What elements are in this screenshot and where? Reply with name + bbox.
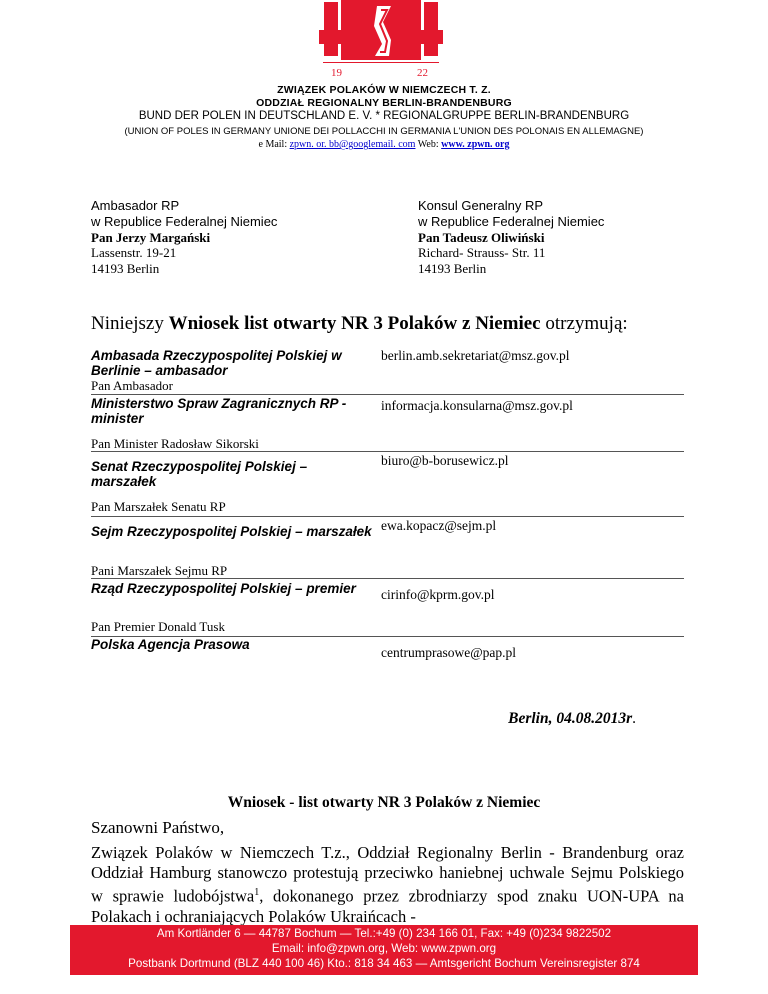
row-divider [91,451,684,452]
footer-bank: Postbank Dortmund (BLZ 440 100 46) Kto.: 818 34 463 — Amtsgericht Bochum Vereinsregister 874 [128,956,640,970]
recipient-email[interactable]: cirinfo@kprm.gov.pl [381,587,495,602]
footer-address: Am Kortländer 6 — 44787 Bochum — Tel.:+49 (0) 234 166 01, Fax: +49 (0)234 9822502 [156,927,612,940]
recipient-person: Pan Premier Donald Tusk [91,619,225,634]
recipient-email[interactable]: centrumprasowe@pap.pl [381,645,517,660]
address-consul [418,198,604,277]
date-suffix: . [632,710,636,727]
org-name-german: BUND DER POLEN IN DEUTSCHLAND E. V. * REGIONALGRUPPE BERLIN-BRANDENBURG [138,110,630,122]
address-line: w Republice Federalnej Niemiec [418,213,605,229]
recipient-person: Pan Ambasador [91,378,173,393]
address-name: Pan Jerzy Margański [91,229,211,245]
logo-year-right: 22 [417,67,428,79]
address-city: 14193 Berlin [91,261,160,277]
recipient-person: Pan Minister Radosław Sikorski [91,436,259,451]
recipient-row [91,578,684,636]
address-line: Konsul Generalny RP [418,198,544,213]
letter-body [91,843,684,927]
footer-bar [70,925,698,975]
contact-line [0,139,768,150]
address-name: Pan Tadeusz Oliwiński [418,229,545,245]
recipient-row [91,451,684,515]
recipient-row [91,348,684,394]
intro-text: otrzymują: [540,313,628,334]
letter-salutation: Szanowni Państwo, [91,818,225,837]
letter-title: Wniosek - list otwarty NR 3 Polaków z Niemiec [227,794,541,811]
address-ambassador [91,198,277,277]
recipient-institution: Rząd Rzeczypospolitej Polskiej – premier [91,581,356,596]
intro-text: Niniejszy [91,313,169,334]
web-label: Web: [417,139,439,150]
recipient-email[interactable]: berlin.amb.sekretariat@msz.gov.pl [381,348,570,363]
org-name-polish: ZWIĄZEK POLAKÓW W NIEMCZECH T. Z. [277,84,491,96]
address-line: Ambasador RP [91,198,180,213]
body-text: Związek Polaków w Niemczech T.z., Oddział Regionalny Berlin - Brandenburg oraz Oddział Hamburg stanowczo protestują przeciwko haniebnej uchwale Sejmu Polskiego w sprawie ludobójstwa [91,843,684,906]
recipient-person: Pani Marszałek Sejmu RP [91,563,228,578]
recipient-email[interactable]: biuro@b-borusewicz.pl [381,453,509,468]
email-link[interactable]: zpwn. or. bb@googlemail. com [289,139,416,150]
address-street: Richard- Strauss- Str. 11 [418,245,546,261]
address-line: w Republice Federalnej Niemiec [91,213,278,229]
recipient-row [91,516,684,578]
row-divider [91,578,684,579]
intro-bold: Wniosek list otwarty NR 3 Polaków z Niemiec [168,313,541,334]
date-text: Berlin, 04.08.2013r [508,710,633,727]
recipient-row [91,394,684,450]
footnote-marker[interactable]: 1 [254,887,260,898]
recipient-email[interactable]: informacja.konsularna@msz.gov.pl [381,398,573,413]
address-street: Lassenstr. 19-21 [91,245,177,261]
body-text: , dokonanego przez zbrodniarzy spod znaku UON-UPA na Polakach i ochraniających Polaków Ukraińcach - [91,886,684,926]
organization-logo [319,0,443,80]
row-divider [91,394,684,395]
recipient-institution: Polska Agencja Prasowa [91,637,250,652]
address-city: 14193 Berlin [418,261,487,277]
recipient-institution: Ministerstwo Spraw Zagranicznych RP -minister [91,396,347,426]
recipient-person: Pan Marszałek Senatu RP [91,499,226,514]
web-link[interactable]: www. zpwn. org [441,139,510,150]
row-divider [91,516,684,517]
email-label: e Mail: [258,139,288,150]
footer-contact: Email: info@zpwn.org, Web: www.zpwn.org [271,941,497,955]
logo-year-left: 19 [331,67,342,79]
letter-date [508,710,636,728]
recipient-institution: Senat Rzeczypospolitej Polskiej – marszałek [91,459,308,489]
org-branch-polish: ODDZIAŁ REGIONALNY BERLIN-BRANDENBURG [256,97,512,109]
recipient-email[interactable]: ewa.kopacz@sejm.pl [381,518,497,533]
org-name-translations: (UNION OF POLES IN GERMANY UNIONE DEI POLLACCHI IN GERMANIA L'UNION DES POLONAIS EN ALLEMAGNE) [124,126,644,137]
recipients-intro [91,313,628,335]
recipient-institution: Sejm Rzeczypospolitej Polskiej – marszałek [91,524,372,539]
recipient-institution: Ambasada Rzeczypospolitej Polskiej w Berlinie – ambasador [91,348,342,378]
recipient-row [91,636,684,676]
